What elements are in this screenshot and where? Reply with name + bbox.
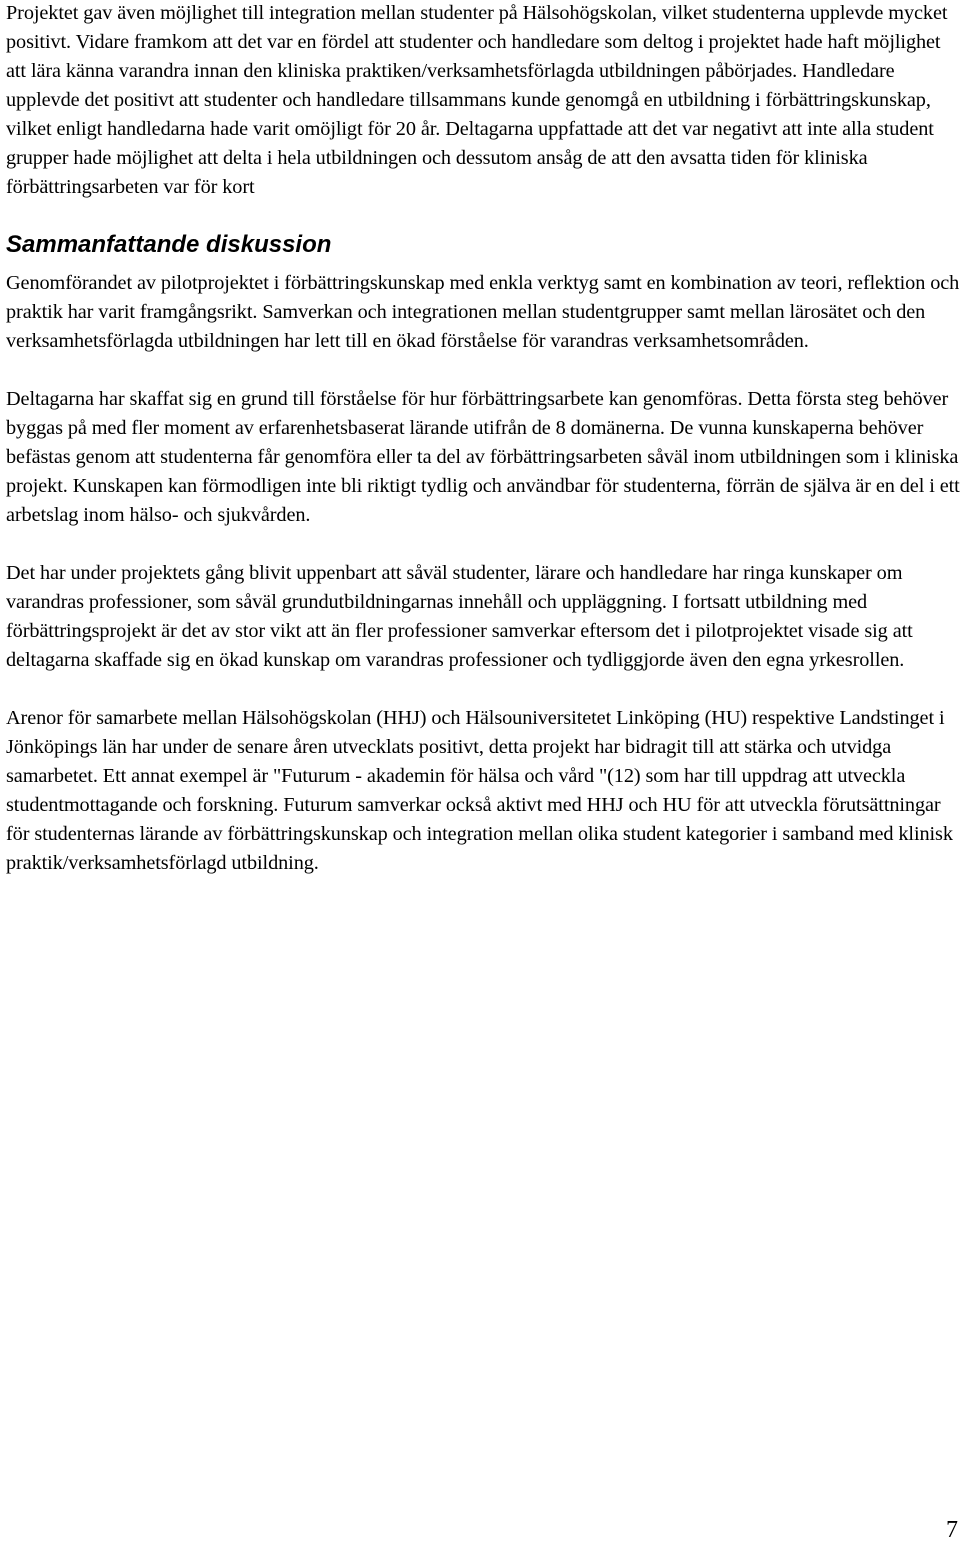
body-paragraph: Genomförandet av pilotprojektet i förbättringskunskap med enkla verktyg samt en kombination av teori, reflektion och praktik har varit framgångsrikt. Samverkan och integrationen mellan studentgrupper samt mellan lärosätet och den verksamhetsförlagda utbildningen har lett till en ökad förståelse för varandras verksamhetsområden.	[6, 272, 960, 352]
page-number: 7	[946, 1517, 958, 1543]
body-paragraph: Det har under projektets gång blivit uppenbart att såväl studenter, lärare och handledare har ringa kunskaper om varandras professioner, som såväl grundutbildningarnas innehåll och uppläggning. I fortsatt utbildning med förbättringsprojekt är det av stor vikt att än fler professioner samverkar eftersom det i pilotprojektet visade sig att deltagarna skaffade sig en ökad kunskap om varandras professioner och tydliggjorde även den egna yrkesrollen.	[6, 562, 913, 671]
body-paragraph: Projektet gav även möjlighet till integration mellan studenter på Hälsohögskolan, vilket studenterna upplevde mycket positivt. Vidare framkom att det var en fördel att studenter och handledare som deltog i projektet hade haft möjlighet att lära känna varandra innan den kliniska praktiken/verksamhetsförlagda utbildningen påbörjades. Handledare upplevde det positivt att studenter och handledare tillsammans kunde genomgå en utbildning i förbättringskunskap, vilket enligt handledarna hade varit omöjligt för 20 år. Deltagarna uppfattade att det var negativt att inte alla student grupper hade möjlighet att delta i hela utbildningen och dessutom ansåg de att den avsatta tiden för kliniska förbättringsarbeten var för kort	[6, 2, 948, 198]
body-paragraph: Arenor för samarbete mellan Hälsohögskolan (HHJ) och Hälsouniversitetet Linköping (HU) respektive Landstinget i Jönköpings län har under de senare åren utvecklats positivt, detta projekt har bidragit till att stärka och utvidga samarbetet. Ett annat exempel är "Futurum - akademin för hälsa och vård "(12) som har till uppdrag att utveckla studentmottagande och forskning. Futurum samverkar också aktivt med HHJ och HU för att utveckla förutsättningar för studenternas lärande av förbättringskunskap och integration mellan olika student kategorier i samband med klinisk praktik/verksamhetsförlagd utbildning.	[6, 707, 953, 874]
body-paragraph: Deltagarna har skaffat sig en grund till förståelse för hur förbättringsarbete kan genomföras. Detta första steg behöver byggas på med fler moment av erfarenhetsbaserat lärande utifrån de 8 domänerna. De vunna kunskaperna behöver befästas genom att studenterna får genomföra eller ta del av förbättringsarbeten såväl inom utbildningen som i kliniska projekt. Kunskapen kan förmodligen inte bli riktigt tydlig och användbar för studenterna, förrän de själva är en del i ett arbetslag inom hälso- och sjukvården.	[6, 388, 960, 526]
section-heading: Sammanfattande diskussion	[6, 231, 332, 258]
document-page	[6, 0, 960, 878]
